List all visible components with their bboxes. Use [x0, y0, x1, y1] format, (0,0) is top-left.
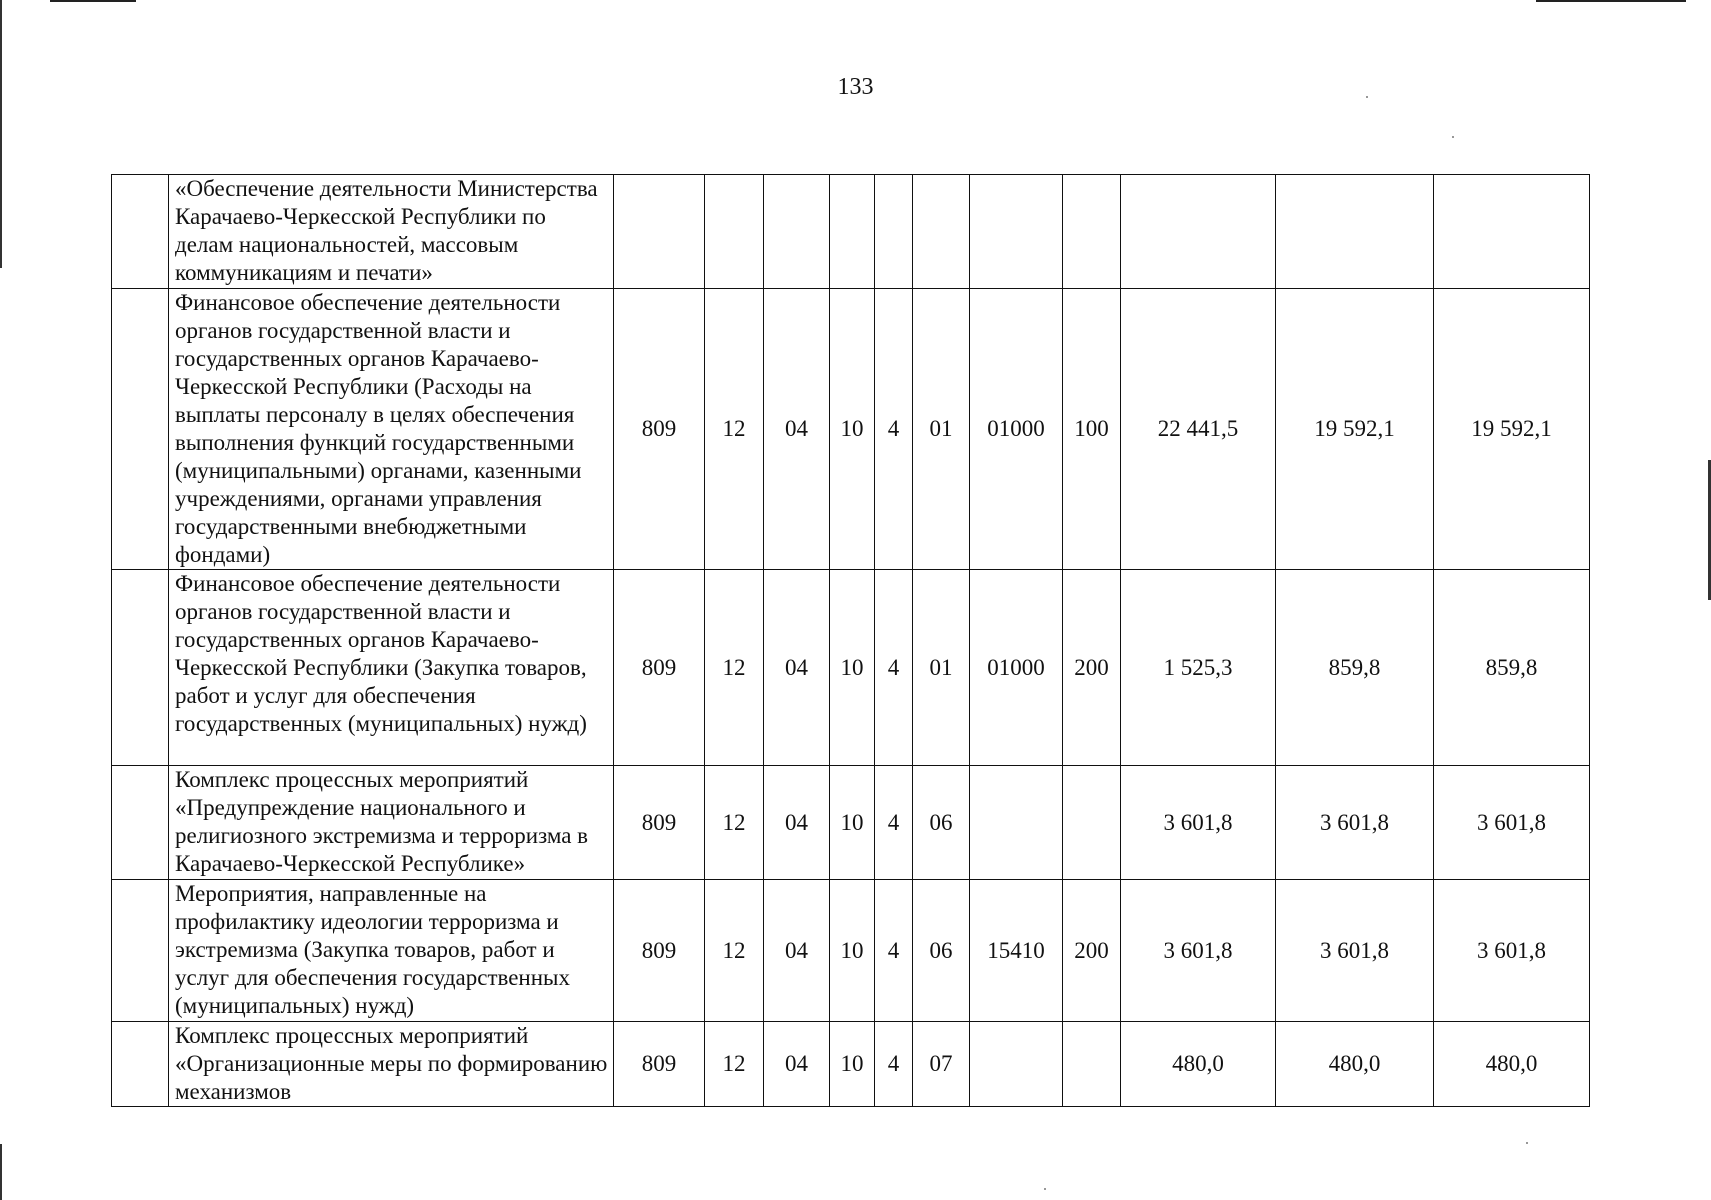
csr-program-cell — [830, 175, 875, 289]
row-number-cell — [112, 175, 169, 289]
csr-complex-cell: 07 — [913, 1022, 970, 1107]
vr-cell — [1063, 766, 1121, 880]
sum-year1-cell: 3 601,8 — [1121, 766, 1276, 880]
sum-year2-cell: 19 592,1 — [1276, 289, 1434, 570]
csr-program-cell: 10 — [830, 570, 875, 766]
row-name-cell: «Обеспечение деятельности Министерства Карачаево-Черкесской Республики по делам национальностей, массовым коммуникациям и печати» — [169, 175, 614, 289]
table-row — [112, 880, 1590, 1022]
csr-complex-cell: 06 — [913, 880, 970, 1022]
csr-complex-cell: 06 — [913, 766, 970, 880]
pr-cell: 04 — [764, 1022, 830, 1107]
csr-direction-cell: 01000 — [970, 570, 1063, 766]
csr-direction-cell — [970, 175, 1063, 289]
table-row — [112, 175, 1590, 289]
csr-complex-cell: 01 — [913, 289, 970, 570]
csr-type-cell: 4 — [875, 880, 913, 1022]
sum-year1-cell: 22 441,5 — [1121, 289, 1276, 570]
rz-cell — [705, 175, 764, 289]
csr-direction-cell — [970, 1022, 1063, 1107]
ved-cell: 809 — [614, 766, 705, 880]
csr-program-cell: 10 — [830, 766, 875, 880]
sum-year2-cell: 3 601,8 — [1276, 880, 1434, 1022]
vr-cell — [1063, 175, 1121, 289]
vr-cell: 200 — [1063, 570, 1121, 766]
row-number-cell — [112, 880, 169, 1022]
csr-program-cell: 10 — [830, 1022, 875, 1107]
vr-cell: 100 — [1063, 289, 1121, 570]
rz-cell: 12 — [705, 880, 764, 1022]
row-name-cell: Финансовое обеспечение деятельности органов государственной власти и государственных органов Карачаево-Черкесской Республики (Расходы на выплаты персоналу в целях обеспечения выполнения функций государственными (муниципальными) органами, казенными учреждениями, органами управления государственными внебюджетными фондами) — [169, 289, 614, 570]
row-name-cell: Комплекс процессных мероприятий «Предупреждение национального и религиозного экстремизма и терроризма в Карачаево-Черкесской Республике» — [169, 766, 614, 880]
sum-year2-cell: 3 601,8 — [1276, 766, 1434, 880]
csr-direction-cell: 15410 — [970, 880, 1063, 1022]
row-number-cell — [112, 289, 169, 570]
csr-type-cell: 4 — [875, 1022, 913, 1107]
page-number: 133 — [837, 74, 874, 100]
table-row — [112, 570, 1590, 766]
ved-cell: 809 — [614, 570, 705, 766]
row-number-cell — [112, 1022, 169, 1107]
pr-cell: 04 — [764, 570, 830, 766]
rz-cell: 12 — [705, 1022, 764, 1107]
table-row — [112, 766, 1590, 880]
row-name-cell: Мероприятия, направленные на профилактику идеологии терроризма и экстремизма (Закупка товаров, работ и услуг для обеспечения государственных (муниципальных) нужд) — [169, 880, 614, 1022]
pr-cell: 04 — [764, 766, 830, 880]
pr-cell — [764, 175, 830, 289]
rz-cell: 12 — [705, 570, 764, 766]
table-row — [112, 289, 1590, 570]
csr-direction-cell: 01000 — [970, 289, 1063, 570]
csr-program-cell: 10 — [830, 880, 875, 1022]
scan-left-edge-mark — [0, 0, 2, 268]
rz-cell: 12 — [705, 766, 764, 880]
scan-speck — [1452, 136, 1454, 138]
row-number-cell — [112, 570, 169, 766]
vr-cell — [1063, 1022, 1121, 1107]
scan-top-rule-left — [50, 0, 136, 2]
sum-year1-cell — [1121, 175, 1276, 289]
ved-cell: 809 — [614, 880, 705, 1022]
ved-cell: 809 — [614, 289, 705, 570]
ved-cell — [614, 175, 705, 289]
scan-left-edge-mark-bottom — [0, 1144, 2, 1200]
csr-complex-cell — [913, 175, 970, 289]
scan-speck — [1044, 1188, 1046, 1190]
sum-year3-cell: 3 601,8 — [1434, 766, 1590, 880]
csr-type-cell: 4 — [875, 289, 913, 570]
csr-direction-cell — [970, 766, 1063, 880]
vr-cell: 200 — [1063, 880, 1121, 1022]
scan-top-rule-right — [1536, 0, 1686, 2]
csr-type-cell — [875, 175, 913, 289]
table-row — [112, 1022, 1590, 1107]
csr-program-cell: 10 — [830, 289, 875, 570]
pr-cell: 04 — [764, 880, 830, 1022]
sum-year3-cell — [1434, 175, 1590, 289]
budget-table — [111, 174, 1590, 1107]
sum-year3-cell: 859,8 — [1434, 570, 1590, 766]
sum-year2-cell: 480,0 — [1276, 1022, 1434, 1107]
sum-year3-cell: 19 592,1 — [1434, 289, 1590, 570]
pr-cell: 04 — [764, 289, 830, 570]
sum-year3-cell: 480,0 — [1434, 1022, 1590, 1107]
row-name-cell: Комплекс процессных мероприятий «Организационные меры по формированию механизмов — [169, 1022, 614, 1107]
sum-year3-cell: 3 601,8 — [1434, 880, 1590, 1022]
row-number-cell — [112, 766, 169, 880]
rz-cell: 12 — [705, 289, 764, 570]
sum-year1-cell: 1 525,3 — [1121, 570, 1276, 766]
csr-type-cell: 4 — [875, 766, 913, 880]
row-name-cell: Финансовое обеспечение деятельности органов государственной власти и государственных органов Карачаево-Черкесской Республики (Закупка товаров, работ и услуг для обеспечения государственных (муниципальных) нужд) — [169, 570, 614, 766]
csr-type-cell: 4 — [875, 570, 913, 766]
sum-year1-cell: 480,0 — [1121, 1022, 1276, 1107]
sum-year2-cell — [1276, 175, 1434, 289]
sum-year2-cell: 859,8 — [1276, 570, 1434, 766]
ved-cell: 809 — [614, 1022, 705, 1107]
csr-complex-cell: 01 — [913, 570, 970, 766]
sum-year1-cell: 3 601,8 — [1121, 880, 1276, 1022]
scan-speck — [1526, 1142, 1528, 1144]
